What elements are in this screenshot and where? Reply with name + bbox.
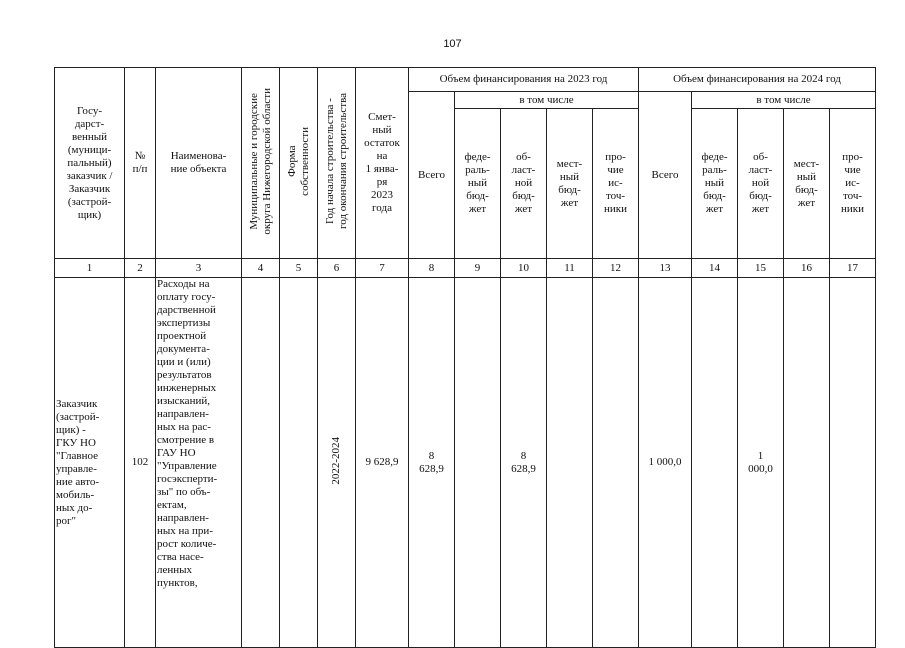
column-number: 14 <box>692 259 738 278</box>
header-local-2023: мест- ный бюд- жет <box>547 109 593 259</box>
row-ownership-form <box>280 278 318 648</box>
column-number: 4 <box>242 259 280 278</box>
row-total-2024: 1 000,0 <box>639 278 692 648</box>
row-local-2024 <box>784 278 830 648</box>
header-other-2023: про- чие ис- точ- ники <box>593 109 639 259</box>
column-number: 13 <box>639 259 692 278</box>
row-estimate-balance: 9 628,9 <box>356 278 409 648</box>
column-number-row <box>55 259 876 278</box>
column-number: 15 <box>738 259 784 278</box>
row-customer: Заказчик (застрой- щик) - ГКУ НО "Главное управле- ние авто- мобиль- ных до- рог" <box>55 278 125 648</box>
header-total-2023: Всего <box>409 92 455 259</box>
header-ownership-form-cell <box>280 68 318 259</box>
page-number: 107 <box>443 38 462 50</box>
row-construction-years: 2022-2024 <box>330 436 342 485</box>
column-number: 2 <box>125 259 156 278</box>
header-local-2024: мест- ный бюд- жет <box>784 109 830 259</box>
column-number: 12 <box>593 259 639 278</box>
row-other-2023 <box>593 278 639 648</box>
column-number: 17 <box>830 259 876 278</box>
column-number: 9 <box>455 259 501 278</box>
header-object-name: Наименова- ние объекта <box>156 68 242 259</box>
header-federal-2024: феде- раль- ный бюд- жет <box>692 109 738 259</box>
row-federal-2023 <box>455 278 501 648</box>
row-other-2024 <box>830 278 876 648</box>
column-number: 16 <box>784 259 830 278</box>
row-regional-2024: 1 000,0 <box>738 278 784 648</box>
header-estimate-balance: Смет- ный остаток на 1 янва- ря 2023 года <box>356 68 409 259</box>
column-number: 8 <box>409 259 455 278</box>
row-local-2023 <box>547 278 593 648</box>
row-object-name: Расходы на оплату госу- дарственной экспертизы проектной документа- ции и (или) результатов инженерных изысканий, направлен- ных на рас- смотрение в ГАУ НО "Управление госэксперти- зы" по объ- ектам, направлен- ных на при- рост количе- ства насе- ленных пунктов, <box>156 278 242 648</box>
column-number: 6 <box>318 259 356 278</box>
row-regional-2023: 8 628,9 <box>501 278 547 648</box>
header-including-2023: в том числе <box>455 92 639 109</box>
header-municipal-district: Муниципальные и городские округа Нижегородской области <box>247 87 273 235</box>
header-row-1 <box>55 68 876 92</box>
header-other-2024: про- чие ис- точ- ники <box>830 109 876 259</box>
header-federal-2023: феде- раль- ный бюд- жет <box>455 109 501 259</box>
header-construction-years-cell <box>318 68 356 259</box>
column-number: 5 <box>280 259 318 278</box>
row-number: 102 <box>125 278 156 648</box>
header-ownership-form: Форма собственности <box>285 126 311 196</box>
row-municipal-district <box>242 278 280 648</box>
header-funding-2024: Объем финансирования на 2024 год <box>639 68 876 92</box>
column-number: 3 <box>156 259 242 278</box>
row-federal-2024 <box>692 278 738 648</box>
column-number: 11 <box>547 259 593 278</box>
financing-table <box>54 67 876 648</box>
header-funding-2023: Объем финансирования на 2023 год <box>409 68 639 92</box>
header-regional-2023: об- ласт- ной бюд- жет <box>501 109 547 259</box>
header-construction-years: Год начала строительства - год окончания строительства <box>323 93 349 229</box>
header-number: № п/п <box>125 68 156 259</box>
header-total-2024: Всего <box>639 92 692 259</box>
column-number: 7 <box>356 259 409 278</box>
table-row <box>55 278 876 648</box>
column-number: 10 <box>501 259 547 278</box>
column-number: 1 <box>55 259 125 278</box>
row-total-2023: 8 628,9 <box>409 278 455 648</box>
header-including-2024: в том числе <box>692 92 876 109</box>
row-construction-years-cell <box>318 278 356 648</box>
header-regional-2024: об- ласт- ной бюд- жет <box>738 109 784 259</box>
header-municipal-district-cell <box>242 68 280 259</box>
header-customer: Госу- дарст- венный (муници- пальный) заказчик / Заказчик (застрой- щик) <box>55 68 125 259</box>
